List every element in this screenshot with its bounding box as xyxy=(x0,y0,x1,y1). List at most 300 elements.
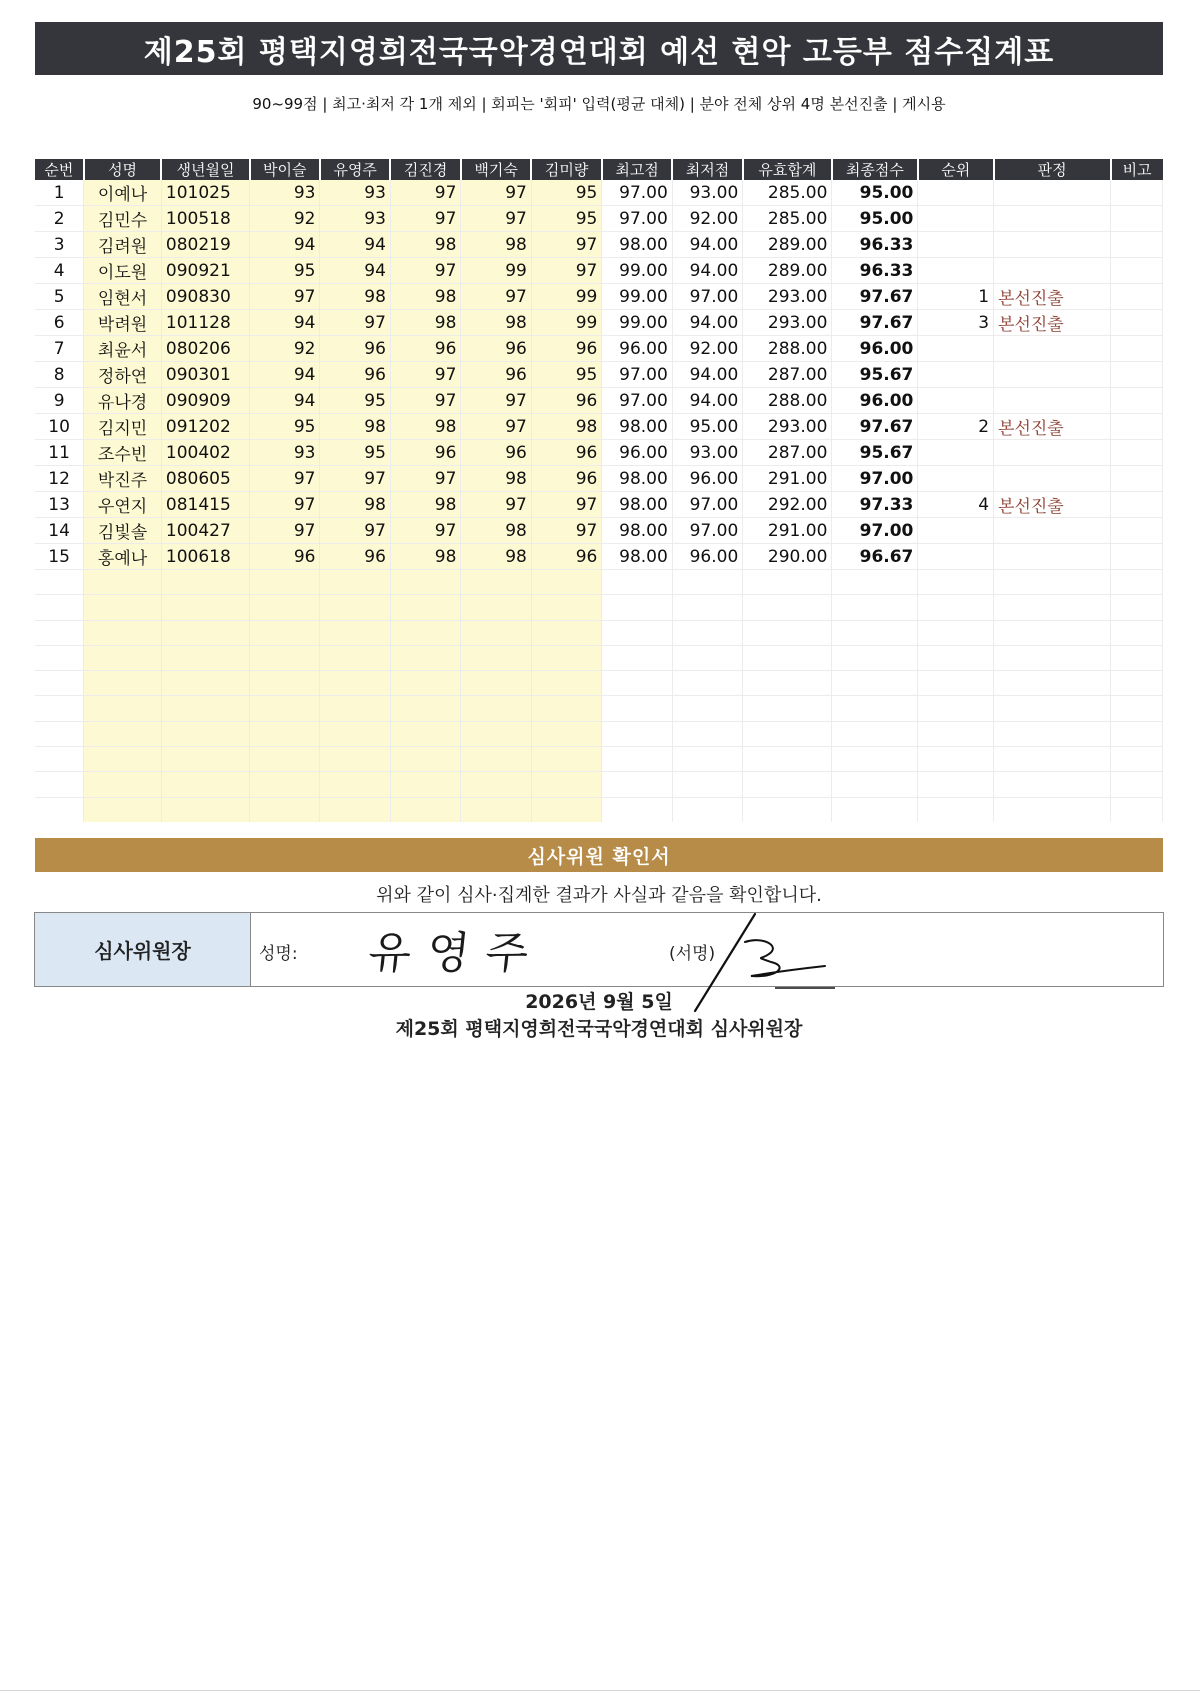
cell-no: 8 xyxy=(35,362,84,388)
empty-cell xyxy=(84,696,162,721)
cell-s3: 98 xyxy=(390,232,460,258)
cell-min: 97.00 xyxy=(672,284,742,310)
cell-name: 김지민 xyxy=(84,414,162,440)
cell-birth: 090921 xyxy=(161,258,249,284)
cell-max: 97.00 xyxy=(602,362,672,388)
cell-s1: 95 xyxy=(250,258,320,284)
empty-cell xyxy=(531,721,601,746)
cell-final: 97.00 xyxy=(832,466,918,492)
empty-cell xyxy=(250,747,320,772)
cell-sum: 288.00 xyxy=(743,388,832,414)
cell-rank xyxy=(918,388,994,414)
cell-s4: 98 xyxy=(461,232,531,258)
empty-cell xyxy=(390,721,460,746)
empty-cell xyxy=(672,595,742,620)
empty-cell xyxy=(320,772,390,797)
cell-final: 97.67 xyxy=(832,414,918,440)
empty-cell xyxy=(672,797,742,822)
empty-cell xyxy=(320,797,390,822)
page-bottom-edge xyxy=(0,1690,1200,1691)
empty-cell xyxy=(672,570,742,595)
cell-s4: 97 xyxy=(461,414,531,440)
cell-s2: 98 xyxy=(320,414,390,440)
cell-min: 93.00 xyxy=(672,180,742,206)
column-header: 김진경 xyxy=(390,159,460,180)
table-row xyxy=(35,362,1163,388)
cell-s4: 99 xyxy=(461,258,531,284)
empty-cell xyxy=(672,671,742,696)
cell-name: 김민수 xyxy=(84,206,162,232)
cell-s2: 98 xyxy=(320,284,390,310)
cell-no: 11 xyxy=(35,440,84,466)
empty-cell xyxy=(994,620,1111,645)
table-row xyxy=(35,440,1163,466)
empty-cell xyxy=(743,747,832,772)
cell-s3: 97 xyxy=(390,466,460,492)
empty-cell xyxy=(320,645,390,670)
column-header: 백기숙 xyxy=(461,159,531,180)
empty-cell xyxy=(320,595,390,620)
cell-final: 96.00 xyxy=(832,336,918,362)
column-header: 최고점 xyxy=(602,159,672,180)
cell-no: 10 xyxy=(35,414,84,440)
cell-name: 김려원 xyxy=(84,232,162,258)
cell-s2: 93 xyxy=(320,206,390,232)
cell-s5: 95 xyxy=(531,180,601,206)
empty-row xyxy=(35,671,1163,696)
confirmation-section-title: 심사위원 확인서 xyxy=(35,838,1163,872)
cell-verdict xyxy=(994,232,1111,258)
empty-cell xyxy=(320,671,390,696)
cell-max: 99.00 xyxy=(602,284,672,310)
cell-min: 94.00 xyxy=(672,232,742,258)
empty-cell xyxy=(1111,696,1163,721)
cell-birth: 101128 xyxy=(161,310,249,336)
cell-max: 97.00 xyxy=(602,388,672,414)
cell-name: 홍예나 xyxy=(84,544,162,570)
empty-cell xyxy=(1111,570,1163,595)
cell-no: 9 xyxy=(35,388,84,414)
empty-cell xyxy=(832,620,918,645)
cell-note xyxy=(1111,544,1163,570)
empty-cell xyxy=(918,797,994,822)
empty-cell xyxy=(161,696,249,721)
cell-min: 94.00 xyxy=(672,258,742,284)
empty-cell xyxy=(918,671,994,696)
empty-cell xyxy=(320,747,390,772)
cell-s2: 96 xyxy=(320,362,390,388)
cell-s2: 95 xyxy=(320,388,390,414)
empty-cell xyxy=(602,696,672,721)
cell-min: 94.00 xyxy=(672,310,742,336)
empty-cell xyxy=(250,696,320,721)
cell-note xyxy=(1111,180,1163,206)
empty-cell xyxy=(461,772,531,797)
empty-cell xyxy=(994,570,1111,595)
column-header: 최종점수 xyxy=(832,159,918,180)
empty-cell xyxy=(461,595,531,620)
empty-cell xyxy=(918,595,994,620)
empty-cell xyxy=(832,797,918,822)
column-header: 순위 xyxy=(918,159,994,180)
empty-cell xyxy=(918,721,994,746)
cell-sum: 293.00 xyxy=(743,414,832,440)
cell-birth: 091202 xyxy=(161,414,249,440)
cell-name: 우연지 xyxy=(84,492,162,518)
cell-rank xyxy=(918,518,994,544)
cell-no: 7 xyxy=(35,336,84,362)
cell-birth: 100402 xyxy=(161,440,249,466)
cell-max: 98.00 xyxy=(602,544,672,570)
cell-min: 93.00 xyxy=(672,440,742,466)
cell-rank xyxy=(918,180,994,206)
empty-cell xyxy=(602,797,672,822)
empty-cell xyxy=(994,696,1111,721)
cell-s5: 96 xyxy=(531,466,601,492)
cell-note xyxy=(1111,414,1163,440)
cell-rank: 1 xyxy=(918,284,994,310)
cell-s1: 92 xyxy=(250,336,320,362)
empty-cell xyxy=(1111,620,1163,645)
cell-s5: 97 xyxy=(531,518,601,544)
empty-cell xyxy=(84,595,162,620)
cell-birth: 100427 xyxy=(161,518,249,544)
empty-cell xyxy=(1111,772,1163,797)
empty-cell xyxy=(672,645,742,670)
table-body xyxy=(35,180,1163,822)
cell-final: 97.33 xyxy=(832,492,918,518)
empty-cell xyxy=(84,797,162,822)
cell-s5: 96 xyxy=(531,336,601,362)
table-row xyxy=(35,466,1163,492)
cell-note xyxy=(1111,466,1163,492)
cell-sum: 291.00 xyxy=(743,466,832,492)
empty-cell xyxy=(602,645,672,670)
cell-sum: 291.00 xyxy=(743,518,832,544)
cell-max: 98.00 xyxy=(602,492,672,518)
cell-note xyxy=(1111,492,1163,518)
cell-s5: 96 xyxy=(531,388,601,414)
cell-no: 12 xyxy=(35,466,84,492)
cell-min: 92.00 xyxy=(672,206,742,232)
empty-cell xyxy=(161,595,249,620)
cell-birth: 080605 xyxy=(161,466,249,492)
cell-s1: 97 xyxy=(250,284,320,310)
cell-s1: 95 xyxy=(250,414,320,440)
cell-min: 94.00 xyxy=(672,388,742,414)
empty-cell xyxy=(531,570,601,595)
column-header: 생년월일 xyxy=(161,159,249,180)
cell-s4: 96 xyxy=(461,362,531,388)
cell-s4: 97 xyxy=(461,492,531,518)
empty-cell xyxy=(672,620,742,645)
cell-sum: 290.00 xyxy=(743,544,832,570)
empty-cell xyxy=(743,797,832,822)
cell-s1: 93 xyxy=(250,440,320,466)
cell-max: 97.00 xyxy=(602,206,672,232)
empty-cell xyxy=(743,671,832,696)
cell-s5: 99 xyxy=(531,284,601,310)
table-row xyxy=(35,258,1163,284)
cell-birth: 090301 xyxy=(161,362,249,388)
empty-cell xyxy=(461,570,531,595)
cell-final: 96.33 xyxy=(832,258,918,284)
role-label: 심사위원장 xyxy=(35,913,251,986)
empty-cell xyxy=(161,570,249,595)
cell-max: 99.00 xyxy=(602,258,672,284)
column-header: 성명 xyxy=(84,159,162,180)
table-row xyxy=(35,310,1163,336)
empty-cell xyxy=(994,671,1111,696)
cell-min: 95.00 xyxy=(672,414,742,440)
empty-cell xyxy=(250,570,320,595)
cell-verdict xyxy=(994,336,1111,362)
empty-cell xyxy=(918,772,994,797)
cell-s4: 98 xyxy=(461,466,531,492)
empty-cell xyxy=(743,595,832,620)
cell-final: 97.00 xyxy=(832,518,918,544)
cell-s2: 93 xyxy=(320,180,390,206)
cell-rank xyxy=(918,206,994,232)
signature-box xyxy=(34,912,1164,987)
empty-cell xyxy=(994,645,1111,670)
cell-max: 96.00 xyxy=(602,336,672,362)
cell-birth: 080206 xyxy=(161,336,249,362)
empty-cell xyxy=(390,620,460,645)
cell-s1: 94 xyxy=(250,310,320,336)
cell-s5: 97 xyxy=(531,492,601,518)
empty-row xyxy=(35,696,1163,721)
cell-rank: 4 xyxy=(918,492,994,518)
empty-cell xyxy=(35,570,84,595)
empty-cell xyxy=(672,696,742,721)
empty-cell xyxy=(1111,645,1163,670)
cell-rank xyxy=(918,362,994,388)
cell-no: 4 xyxy=(35,258,84,284)
empty-cell xyxy=(461,620,531,645)
empty-cell xyxy=(832,645,918,670)
cell-max: 99.00 xyxy=(602,310,672,336)
cell-name: 임현서 xyxy=(84,284,162,310)
cell-final: 95.00 xyxy=(832,206,918,232)
empty-cell xyxy=(918,620,994,645)
empty-cell xyxy=(461,645,531,670)
empty-cell xyxy=(1111,747,1163,772)
confirmation-statement: 위와 같이 심사·집계한 결과가 사실과 같음을 확인합니다. xyxy=(376,885,822,906)
cell-s1: 94 xyxy=(250,232,320,258)
empty-cell xyxy=(531,747,601,772)
cell-note xyxy=(1111,388,1163,414)
empty-cell xyxy=(832,570,918,595)
empty-cell xyxy=(994,772,1111,797)
empty-cell xyxy=(35,620,84,645)
cell-no: 14 xyxy=(35,518,84,544)
empty-cell xyxy=(250,645,320,670)
table-row xyxy=(35,388,1163,414)
cell-s4: 97 xyxy=(461,206,531,232)
empty-cell xyxy=(35,671,84,696)
cell-verdict xyxy=(994,362,1111,388)
cell-s2: 98 xyxy=(320,492,390,518)
cell-s3: 97 xyxy=(390,518,460,544)
cell-verdict xyxy=(994,440,1111,466)
cell-sum: 289.00 xyxy=(743,258,832,284)
cell-s1: 97 xyxy=(250,466,320,492)
table-row xyxy=(35,544,1163,570)
table-row xyxy=(35,284,1163,310)
column-header: 김미량 xyxy=(531,159,601,180)
cell-rank: 2 xyxy=(918,414,994,440)
empty-cell xyxy=(1111,797,1163,822)
empty-cell xyxy=(320,620,390,645)
cell-max: 96.00 xyxy=(602,440,672,466)
cell-no: 3 xyxy=(35,232,84,258)
empty-cell xyxy=(461,721,531,746)
empty-cell xyxy=(161,721,249,746)
page-subtitle: 90~99점 | 최고·최저 각 1개 제외 | 회피는 '회피' 입력(평균 대체) | 분야 전체 상위 4명 본선진출 | 게시용 xyxy=(252,95,946,113)
cell-s3: 96 xyxy=(390,440,460,466)
cell-birth: 080219 xyxy=(161,232,249,258)
cell-min: 96.00 xyxy=(672,466,742,492)
empty-cell xyxy=(390,747,460,772)
cell-min: 94.00 xyxy=(672,362,742,388)
column-header: 비고 xyxy=(1111,159,1163,180)
empty-cell xyxy=(250,595,320,620)
cell-sum: 293.00 xyxy=(743,284,832,310)
cell-min: 97.00 xyxy=(672,518,742,544)
cell-s1: 93 xyxy=(250,180,320,206)
column-header: 판정 xyxy=(994,159,1111,180)
empty-cell xyxy=(602,620,672,645)
cell-sum: 287.00 xyxy=(743,362,832,388)
empty-cell xyxy=(602,772,672,797)
cell-note xyxy=(1111,206,1163,232)
empty-cell xyxy=(832,671,918,696)
cell-s5: 96 xyxy=(531,544,601,570)
cell-final: 97.67 xyxy=(832,310,918,336)
empty-cell xyxy=(320,721,390,746)
cell-rank: 3 xyxy=(918,310,994,336)
empty-row xyxy=(35,595,1163,620)
cell-s3: 97 xyxy=(390,180,460,206)
cell-final: 95.67 xyxy=(832,362,918,388)
table-row xyxy=(35,206,1163,232)
cell-s1: 94 xyxy=(250,362,320,388)
empty-cell xyxy=(1111,595,1163,620)
signature-label: (서명) xyxy=(669,944,716,964)
empty-cell xyxy=(84,772,162,797)
empty-cell xyxy=(743,570,832,595)
empty-cell xyxy=(1111,671,1163,696)
empty-cell xyxy=(84,721,162,746)
empty-cell xyxy=(531,797,601,822)
empty-cell xyxy=(390,671,460,696)
table-row xyxy=(35,492,1163,518)
cell-verdict: 본선진출 xyxy=(994,284,1111,310)
empty-cell xyxy=(390,595,460,620)
empty-row xyxy=(35,570,1163,595)
empty-cell xyxy=(994,721,1111,746)
table-header-row xyxy=(35,159,1163,180)
column-header: 박이슬 xyxy=(250,159,320,180)
cell-s3: 97 xyxy=(390,258,460,284)
cell-max: 97.00 xyxy=(602,180,672,206)
cell-min: 92.00 xyxy=(672,336,742,362)
empty-cell xyxy=(602,595,672,620)
empty-cell xyxy=(918,645,994,670)
empty-cell xyxy=(832,772,918,797)
cell-min: 97.00 xyxy=(672,492,742,518)
empty-cell xyxy=(531,595,601,620)
cell-verdict xyxy=(994,518,1111,544)
cell-max: 98.00 xyxy=(602,518,672,544)
cell-verdict xyxy=(994,206,1111,232)
cell-verdict xyxy=(994,258,1111,284)
empty-cell xyxy=(250,721,320,746)
cell-max: 98.00 xyxy=(602,414,672,440)
cell-s2: 97 xyxy=(320,466,390,492)
cell-s1: 97 xyxy=(250,492,320,518)
cell-s3: 97 xyxy=(390,206,460,232)
cell-sum: 285.00 xyxy=(743,180,832,206)
footer-signatory: 제25회 평택지영희전국국악경연대회 심사위원장 xyxy=(395,1018,803,1040)
cell-final: 96.33 xyxy=(832,232,918,258)
empty-cell xyxy=(531,696,601,721)
cell-s3: 98 xyxy=(390,492,460,518)
cell-rank xyxy=(918,336,994,362)
empty-cell xyxy=(672,772,742,797)
empty-cell xyxy=(672,747,742,772)
score-table xyxy=(35,159,1163,822)
empty-cell xyxy=(602,570,672,595)
cell-name: 유나경 xyxy=(84,388,162,414)
cell-name: 이도원 xyxy=(84,258,162,284)
empty-cell xyxy=(390,570,460,595)
cell-no: 13 xyxy=(35,492,84,518)
cell-s2: 97 xyxy=(320,518,390,544)
cell-verdict xyxy=(994,180,1111,206)
cell-note xyxy=(1111,440,1163,466)
cell-birth: 100518 xyxy=(161,206,249,232)
cell-s3: 96 xyxy=(390,336,460,362)
empty-cell xyxy=(531,645,601,670)
empty-cell xyxy=(84,645,162,670)
empty-cell xyxy=(832,595,918,620)
cell-min: 96.00 xyxy=(672,544,742,570)
empty-row xyxy=(35,797,1163,822)
cell-s1: 97 xyxy=(250,518,320,544)
cell-birth: 081415 xyxy=(161,492,249,518)
cell-sum: 293.00 xyxy=(743,310,832,336)
empty-cell xyxy=(35,747,84,772)
cell-rank xyxy=(918,466,994,492)
cell-s2: 96 xyxy=(320,544,390,570)
empty-cell xyxy=(250,797,320,822)
cell-verdict: 본선진출 xyxy=(994,310,1111,336)
empty-cell xyxy=(84,620,162,645)
table-row xyxy=(35,414,1163,440)
cell-birth: 090830 xyxy=(161,284,249,310)
empty-cell xyxy=(35,696,84,721)
empty-cell xyxy=(743,620,832,645)
empty-cell xyxy=(161,645,249,670)
cell-no: 2 xyxy=(35,206,84,232)
cell-s4: 97 xyxy=(461,180,531,206)
empty-cell xyxy=(602,671,672,696)
cell-name: 박려원 xyxy=(84,310,162,336)
page-title: 제25회 평택지영희전국국악경연대회 예선 현악 고등부 점수집계표 xyxy=(35,22,1163,75)
cell-rank xyxy=(918,232,994,258)
